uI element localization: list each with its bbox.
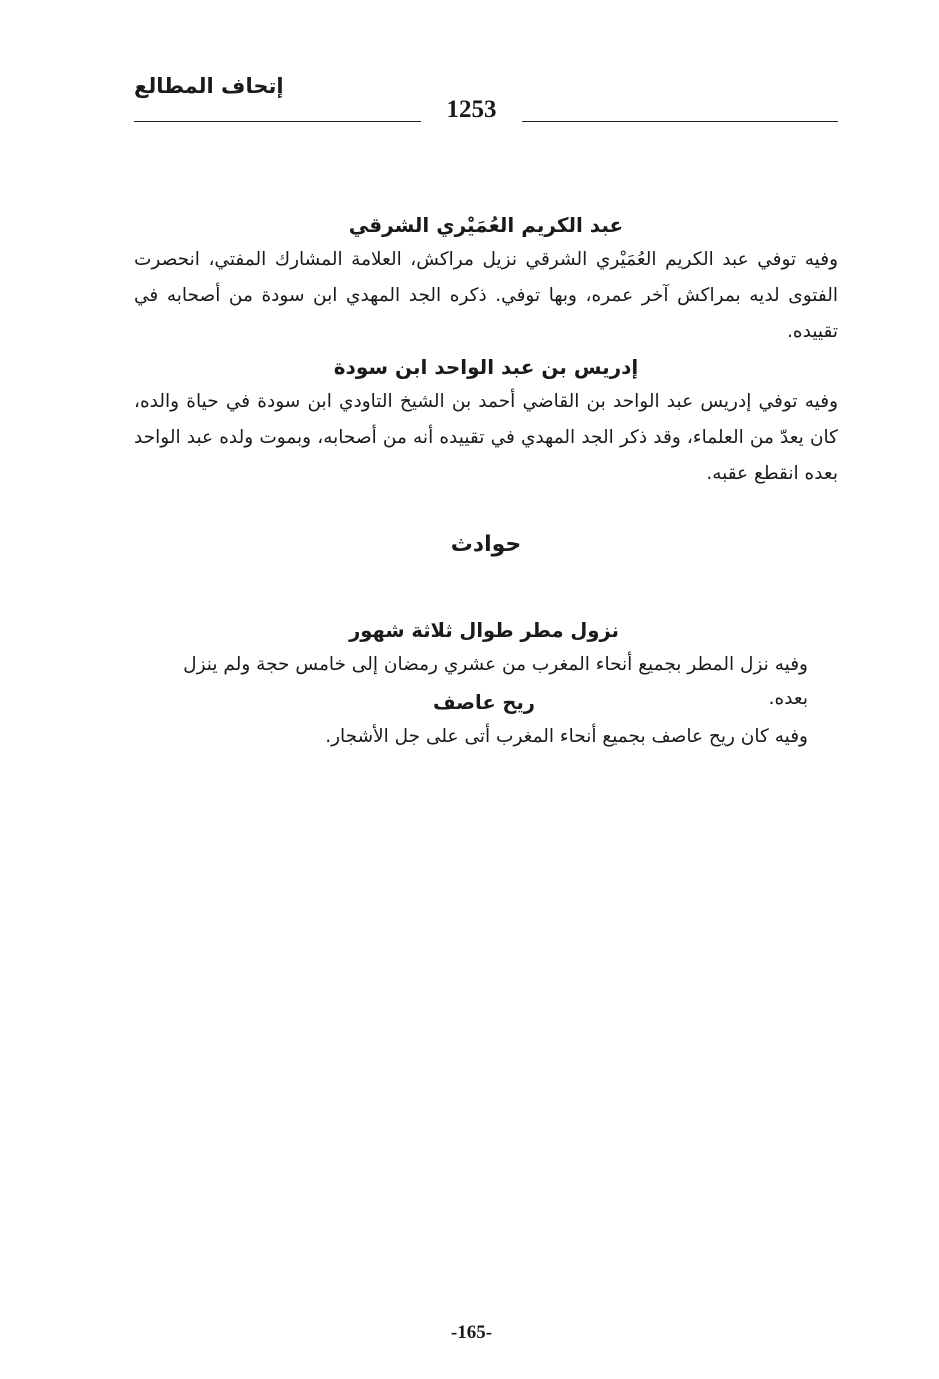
header-rule-right	[522, 121, 838, 122]
entry-2	[134, 350, 838, 492]
entry-heading: إدريس بن عبد الواحد ابن سودة	[333, 355, 639, 379]
entry-text: وفيه توفي إدريس عبد الواحد بن القاضي أحمد بن الشيخ التاودي ابن سودة في حياة والده، كان يعدّ من العلماء، وقد ذكر الجد المهدي في تقييده أنه من أصحابه، وبموت ولده عبد الواحد بعده انقطع عقبه.	[134, 391, 838, 484]
entry-heading: عبد الكريم العُمَيْري الشرقي	[348, 213, 624, 237]
section-title-events: حوادث	[450, 532, 522, 557]
event-2	[160, 686, 808, 754]
event-heading: نزول مطر طوال ثلاثة شهور	[349, 619, 619, 642]
running-title: إتحاف المطالع	[134, 74, 284, 98]
event-heading: ريح عاصف	[432, 691, 536, 714]
event-text: وفيه نزل المطر بجميع أنحاء المغرب من عشري رمضان إلى خامس حجة ولم ينزل بعده.	[183, 654, 808, 709]
entry-text: وفيه توفي عبد الكريم العُمَيْري الشرقي نزيل مراكش، العلامة المشارك المفتي، انحصرت الفتوى لديه بمراكش آخر عمره، وبها توفي. ذكره الجد المهدي ابن سودة من أصحابه في تقييده.	[134, 249, 838, 342]
page-number: -165-	[450, 1322, 493, 1343]
event-text: وفيه كان ريح عاصف بجميع أنحاء المغرب أتى على جل الأشجار.	[325, 726, 808, 747]
entry-1	[134, 208, 838, 350]
header-rule-left	[134, 121, 421, 122]
year-heading: 1253	[446, 96, 497, 123]
